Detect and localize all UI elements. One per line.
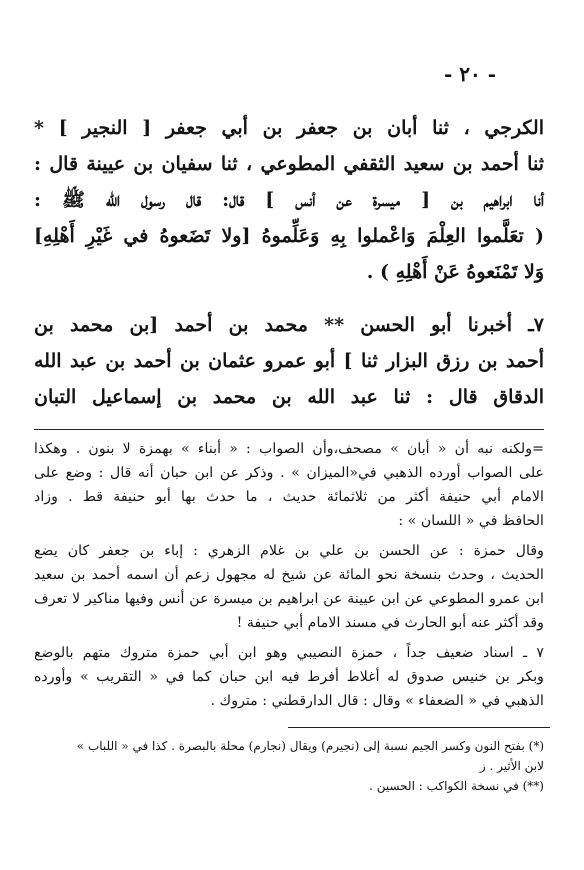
notes-divider — [34, 429, 544, 430]
main-text-line: أحمد بن رزق البزار ثنا ] أبو عمرو عثمان بن أحمد بن عبد الله — [34, 350, 544, 372]
note-line: وقد أكثر عنه أبو الحارث في مسند الامام أبي حنيفة ! — [236, 615, 544, 631]
main-text-line: ثنا أحمد بن سعيد الثقفي المطوعي ، ثنا سفيان بن عيينة قال : — [34, 153, 544, 175]
note-line: وقال حمزة : عن الحسن بن علي بن غلام الزهري : إباء بن جعفر كان يضع — [34, 543, 544, 559]
note-line: ٧ ـ اسناد ضعيف جداً ، حمزة النصيبي وهو ابن أبي حمزة متروك متهم بالوضع — [34, 645, 544, 661]
main-text-line: الكرجي ، ثنا أبان بن جعفر بن أبي جعفر [ النجير ] * — [34, 117, 544, 139]
note-line: =ولكنه نبه أن « أبان » مصحف،وأن الصواب : « أبناء » بهمزة لا بنون . وهكذا — [34, 441, 544, 457]
note-line: على الصواب أورده الذهبي في«الميزان » . وذكر عن ابن حبان أنه قال : وضع على — [34, 465, 544, 481]
note-line: الحديث ، وحدث بنسخة نحو المائة عن شيخ له مجهول زعم أن اسمه أحمد بن سعيد — [34, 567, 544, 583]
footnote-line: (*) بفتح النون وكسر الجيم نسبة إلى (نجيرم) ويقال (نجارم) محلة بالبصرة . كذا في « اللباب » — [76, 739, 544, 753]
footnotes-divider — [288, 727, 550, 728]
hadith-text-line: وَلا تَمْنَعوهُ عَنْ أَهْلِهِ ) . — [366, 261, 544, 283]
hadith-text-line: ( تعَلَّموا العِلْمَ وَاعْملوا بِهِ وَعَلِّموهُ [ولا تَضَعوهُ في غَيْرِ أَهْلِهِ] — [34, 225, 544, 247]
note-line: ابن عمرو المطوعي عن ابن عيينة عن ابراهيم بن ميسرة عن أنس وفيها مناكير لا تعرف — [34, 591, 544, 607]
main-text-line: الدقاق قال : ثنا عبد الله بن محمد بن إسماعيل التبان — [34, 386, 544, 408]
note-line: الحافظ في « اللسان » : — [398, 513, 544, 529]
footnote-line: لابن الأثير . ز — [479, 759, 544, 773]
main-text-line: أنا ابراهيم بن [ ميسرة عن أنس ] قال: قال رسول الله ﷺ : — [34, 189, 544, 211]
main-text-line: ٧ـ أخبرنا أبو الحسن ** محمد بن أحمد [بن محمد بن — [34, 314, 544, 336]
page-number: - ٢٠ - — [443, 62, 496, 86]
footnote-line: (**) في نسخة الكواكب : الحسين . — [369, 779, 544, 793]
note-line: الامام أبي حنيفة أكثر من ثلاثمائة حديث ، ما حدث بها أبو حنيفة قط . وزاد — [34, 489, 544, 505]
note-line: وبكر بن خنيس صدوق له أغلاط أفرط فيه ابن حبان كما في « التقريب » وأورده — [34, 669, 544, 685]
note-line: الذهبي في « الضعفاء » وقال : قال الدارقطني : متروك . — [210, 693, 544, 709]
